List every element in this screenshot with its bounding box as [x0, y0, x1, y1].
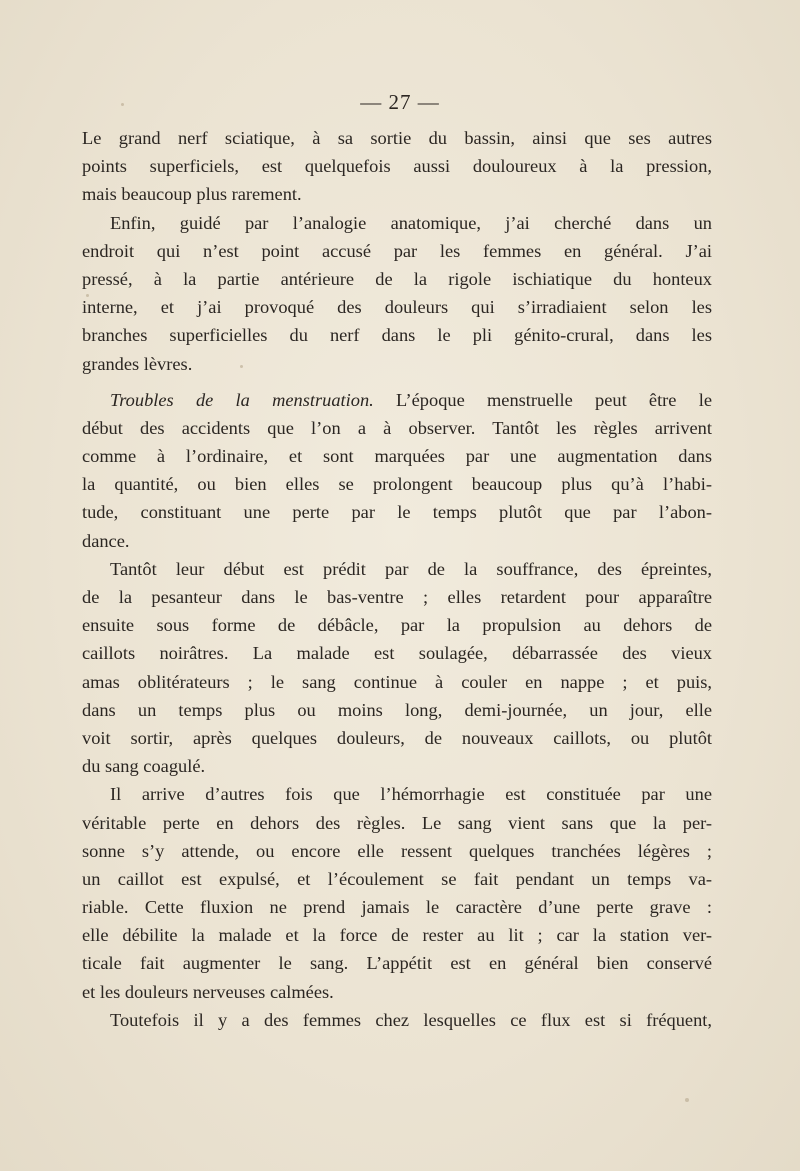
- body-text: [82, 124, 712, 1034]
- text-line: ticale fait augmenter le sang. L’appétit est en général bien conservé: [82, 953, 712, 974]
- text-line: [82, 386, 712, 414]
- text-line: dance.: [82, 530, 130, 551]
- text-line: Toutefois il y a des femmes chez lesquelles ce flux est si fréquent,: [110, 1009, 712, 1030]
- text-line: début des accidents que l’on a à observer. Tantôt les règles arrivent: [82, 417, 712, 438]
- text-line: caillots noirâtres. La malade est soulagée, débarrassée des vieux: [82, 643, 712, 664]
- paragraph: [82, 386, 712, 555]
- text-line: de la pesanteur dans le bas-ventre ; elles retardent pour apparaître: [82, 587, 712, 607]
- text-line: la quantité, ou bien elles se prolongent beaucoup plus qu’à l’habi-: [82, 474, 712, 495]
- text-line: ensuite sous forme de débâcle, par la propulsion au dehors de: [82, 615, 712, 636]
- text-line: sonne s’y attende, ou encore elle ressent quelques tranchées légères ;: [82, 840, 712, 861]
- text-line: points superficiels, est quelquefois aussi douloureux à la pression,: [82, 156, 712, 177]
- text-line: pressé, à la partie antérieure de la rigole ischiatique du honteux: [82, 268, 712, 289]
- text-line: un caillot est expulsé, et l’écoulement se fait pendant un temps va-: [82, 868, 712, 889]
- page-number: — 27 —: [360, 90, 440, 114]
- paragraph: [82, 209, 712, 378]
- text-line: véritable perte en dehors des règles. Le sang vient sans que la per-: [82, 812, 712, 833]
- text-line: mais beaucoup plus rarement.: [82, 184, 302, 205]
- text-line: endroit qui n’est point accusé par les femmes en général. J’ai: [82, 240, 712, 261]
- text-line: Tantôt leur début est prédit par de la souffrance, des épreintes,: [110, 558, 712, 579]
- text-line: grandes lèvres.: [82, 353, 193, 374]
- text-line: tude, constituant une perte par le temps plutôt que par l’abon-: [82, 502, 712, 523]
- text-line: branches superficielles du nerf dans le pli génito-crural, dans les: [82, 325, 712, 346]
- text-line: comme à l’ordinaire, et sont marquées par une augmentation dans: [82, 446, 712, 467]
- text-line: Le grand nerf sciatique, à sa sortie du bassin, ainsi que ses autres: [82, 128, 712, 148]
- text-line: et les douleurs nerveuses calmées.: [82, 981, 334, 1002]
- paragraph: [82, 1006, 712, 1034]
- paragraph: [82, 124, 712, 209]
- text-line: voit sortir, après quelques douleurs, de nouveaux caillots, ou plutôt: [82, 727, 712, 748]
- paper-speck: [685, 1098, 689, 1102]
- text-line: du sang coagulé.: [82, 756, 206, 777]
- text-line: Enfin, guidé par l’analogie anatomique, j’ai cherché dans un: [110, 212, 712, 233]
- paragraph: [82, 780, 712, 1006]
- text-line: Il arrive d’autres fois que l’hémorrhagie est constituée par une: [110, 784, 712, 805]
- section-heading: Troubles de la menstruation.: [110, 389, 374, 410]
- text-line-rest: L’époque menstruelle peut être le: [373, 389, 712, 410]
- text-line: elle débilite la malade et la force de rester au lit ; car la station ver-: [82, 925, 712, 946]
- text-line: riable. Cette fluxion ne prend jamais le caractère d’une perte grave :: [82, 897, 712, 918]
- paragraph: [82, 555, 712, 781]
- text-line: amas oblitérateurs ; le sang continue à couler en nappe ; et puis,: [82, 671, 712, 692]
- text-line: dans un temps plus ou moins long, demi-journée, un jour, elle: [82, 699, 712, 720]
- text-line: interne, et j’ai provoqué des douleurs qui s’irradiaient selon les: [82, 297, 712, 318]
